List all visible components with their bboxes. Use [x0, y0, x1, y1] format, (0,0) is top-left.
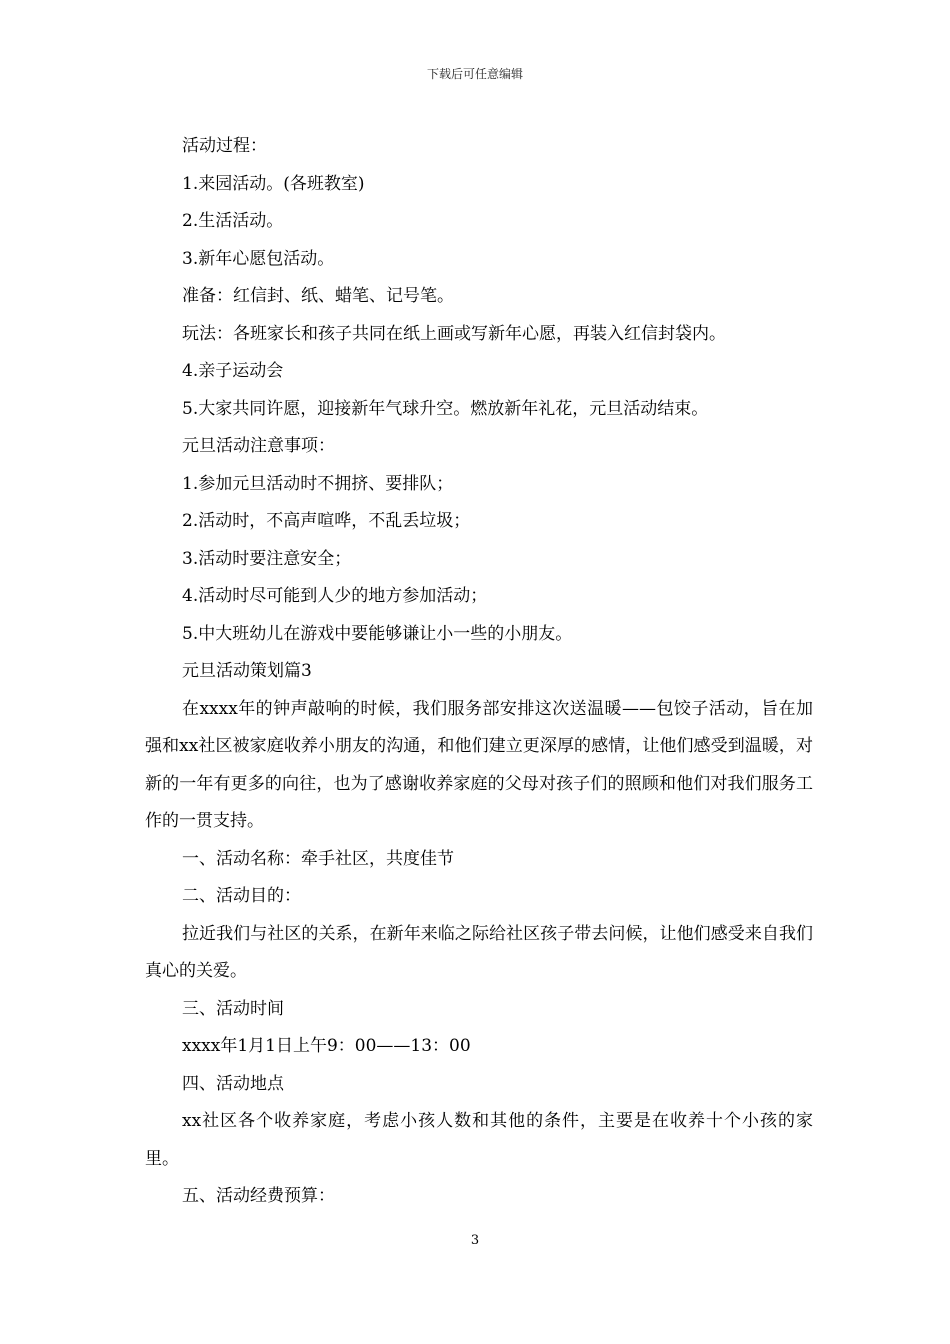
- budget-heading: 五、活动经费预算：: [182, 1186, 335, 1206]
- section-heading-notes: 元旦活动注意事项：: [182, 436, 335, 456]
- purpose-paragraph: 拉近我们与社区的关系，在新年来临之际给社区孩子带去问候，让他们感受来自我们真心的关爱。: [145, 923, 813, 981]
- place-paragraph: xx社区各个收养家庭，考虑小孩人数和其他的条件，主要是在收养十个小孩的家里。: [145, 1111, 813, 1169]
- rules-line: 玩法：各班家长和孩子共同在纸上画或写新年心愿，再装入红信封袋内。: [182, 323, 726, 344]
- list-item: 5.大家共同许愿，迎接新年气球升空。燃放新年礼花，元旦活动结束。: [182, 398, 709, 419]
- intro-paragraph: 在xxxx年的钟声敲响的时候，我们服务部安排这次送温暖——包饺子活动，旨在加强和xx社区被家庭收养小朋友的沟通，和他们建立更深厚的感情，让他们感受到温暖，对新的一年有更多的向往，也为了感谢收养家庭的父母对孩子们的照顾和他们对我们服务工作的一贯支持。: [145, 698, 813, 831]
- article-title: 元旦活动策划篇3: [182, 661, 312, 681]
- list-item: 1.参加元旦活动时不拥挤、要排队；: [182, 473, 454, 494]
- page-header-note: 下载后可任意编辑: [426, 67, 523, 81]
- list-item: 4.活动时尽可能到人少的地方参加活动；: [182, 586, 488, 606]
- preparation-line: 准备：红信封、纸、蜡笔、记号笔。: [182, 286, 454, 306]
- page-number: 3: [470, 1233, 480, 1248]
- purpose-heading: 二、活动目的：: [182, 886, 301, 906]
- time-heading: 三、活动时间: [182, 998, 284, 1019]
- list-item: 3.活动时要注意安全；: [182, 548, 352, 569]
- list-item: 2.活动时，不高声喧哗，不乱丢垃圾；: [182, 511, 471, 531]
- document-body: [145, 128, 813, 1216]
- list-item: 2.生活活动。: [182, 211, 284, 231]
- list-item: 4.亲子运动会: [182, 361, 284, 381]
- time-text: xxxx年1月1日上午9：00——13：00: [182, 1036, 471, 1056]
- list-item: 1.来园活动。(各班教室): [182, 173, 365, 194]
- place-heading: 四、活动地点: [182, 1073, 284, 1094]
- list-item: 5.中大班幼儿在游戏中要能够谦让小一些的小朋友。: [182, 623, 573, 644]
- activity-name-heading: 一、活动名称：牵手社区，共度佳节: [182, 848, 454, 869]
- section-heading-process: 活动过程：: [182, 136, 267, 156]
- list-item: 3.新年心愿包活动。: [182, 248, 335, 269]
